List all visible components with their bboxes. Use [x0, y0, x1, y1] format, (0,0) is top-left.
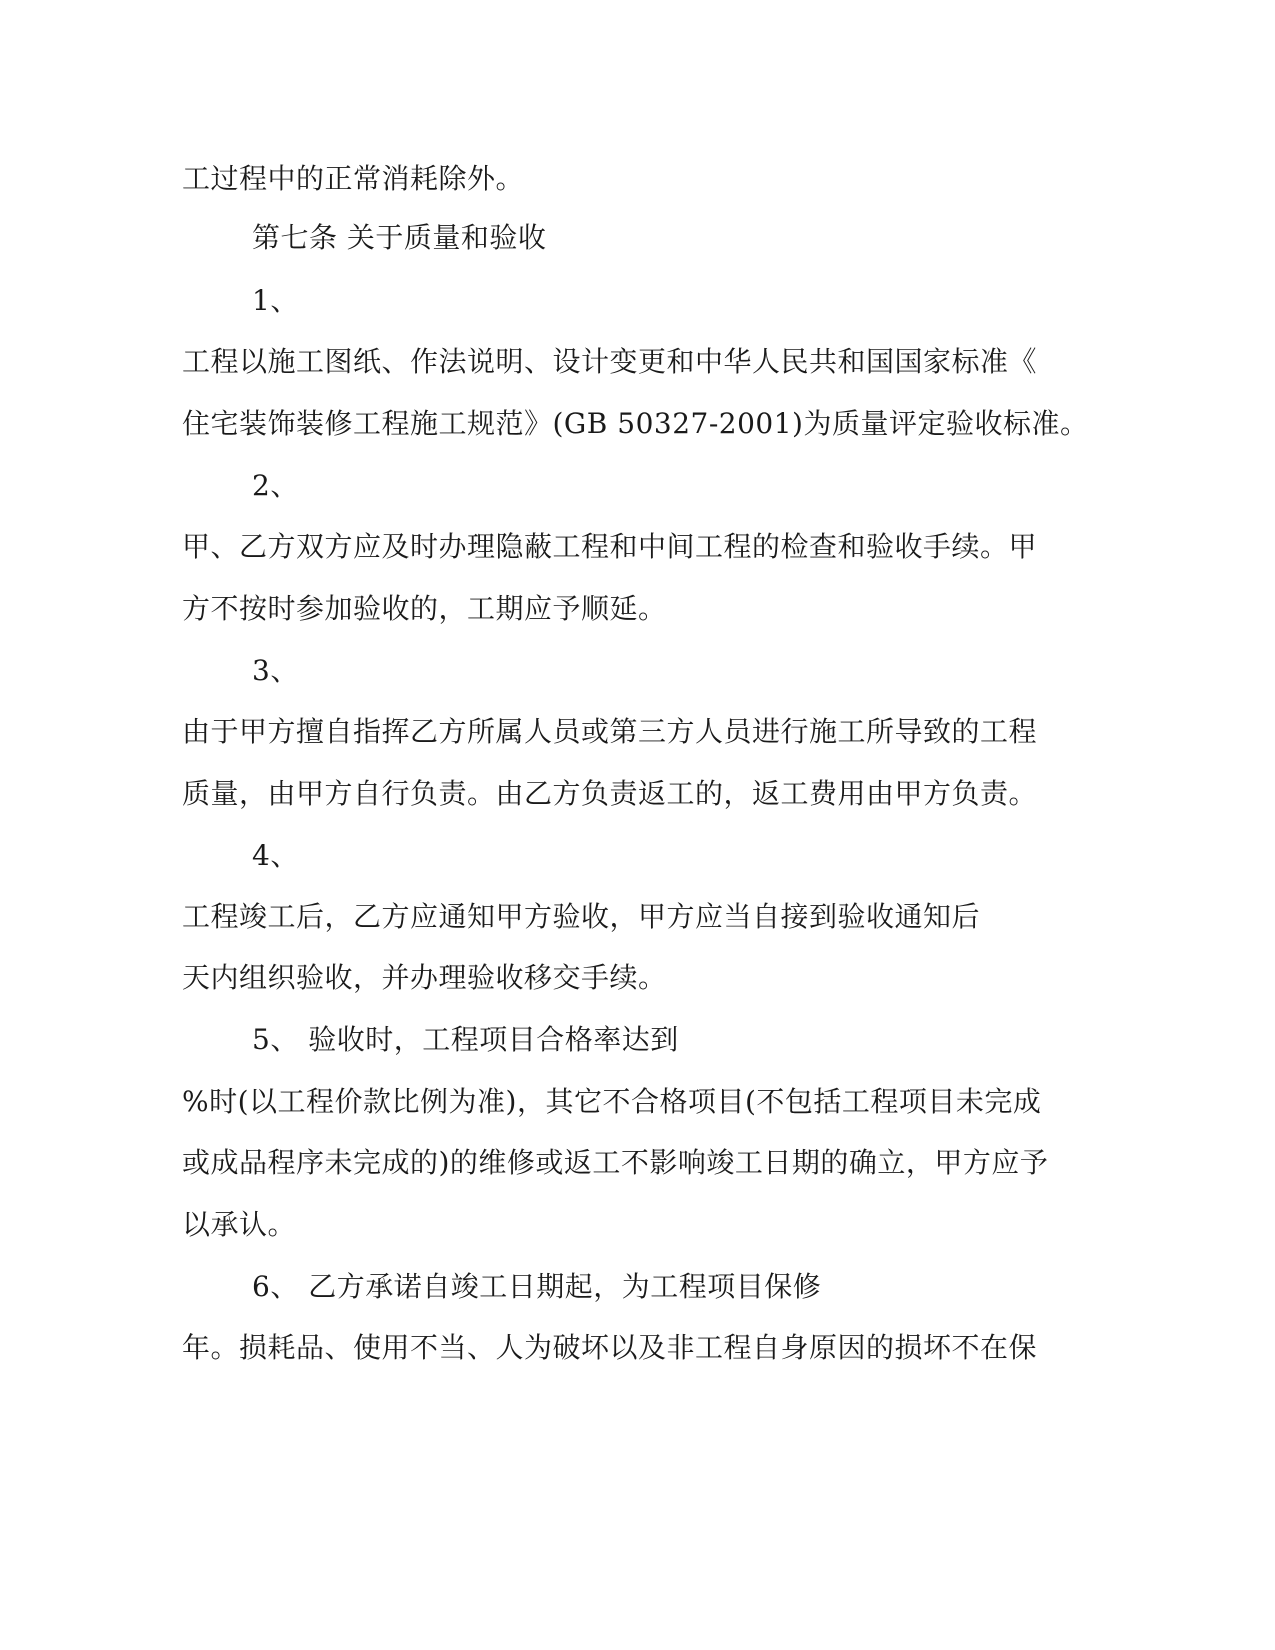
text-line: 工程以施工图纸、作法说明、设计变更和中华人民共和国国家标准《	[182, 345, 1038, 378]
text-line: 天内组织验收，并办理验收移交手续。	[182, 961, 667, 994]
text-line: 以承认。	[182, 1208, 297, 1241]
clause-number: 3、	[252, 654, 299, 687]
clause-number: 4、	[252, 839, 299, 872]
text-line: 由于甲方擅自指挥乙方所属人员或第三方人员进行施工所导致的工程	[182, 715, 1038, 748]
text-line: 方不按时参加验收的，工期应予顺延。	[182, 592, 667, 625]
text-line: 质量，由甲方自行负责。由乙方负责返工的，返工费用由甲方负责。	[182, 777, 1038, 810]
clause-line: 6、 乙方承诺自竣工日期起，为工程项目保修	[252, 1270, 822, 1303]
clause-line: 5、 验收时，工程项目合格率达到	[252, 1023, 679, 1056]
clause-number: 2、	[252, 469, 299, 502]
text-line: 年。损耗品、使用不当、人为破坏以及非工程自身原因的损坏不在保	[182, 1331, 1038, 1364]
text-line: 住宅装饰装修工程施工规范》(GB 50327-2001)为质量评定验收标准。	[182, 407, 1089, 440]
text-line: %时(以工程价款比例为准)，其它不合格项目(不包括工程项目未完成	[182, 1085, 1042, 1118]
text-line: 或成品程序未完成的)的维修或返工不影响竣工日期的确立，甲方应予	[182, 1146, 1049, 1179]
clause-number: 1、	[252, 284, 299, 317]
text-line: 工程竣工后，乙方应通知甲方验收，甲方应当自接到验收通知后	[182, 900, 981, 933]
text-line: 工过程中的正常消耗除外。	[182, 162, 525, 195]
text-line: 甲、乙方双方应及时办理隐蔽工程和中间工程的检查和验收手续。甲	[182, 530, 1038, 563]
article-heading: 第七条 关于质量和验收	[252, 221, 547, 254]
